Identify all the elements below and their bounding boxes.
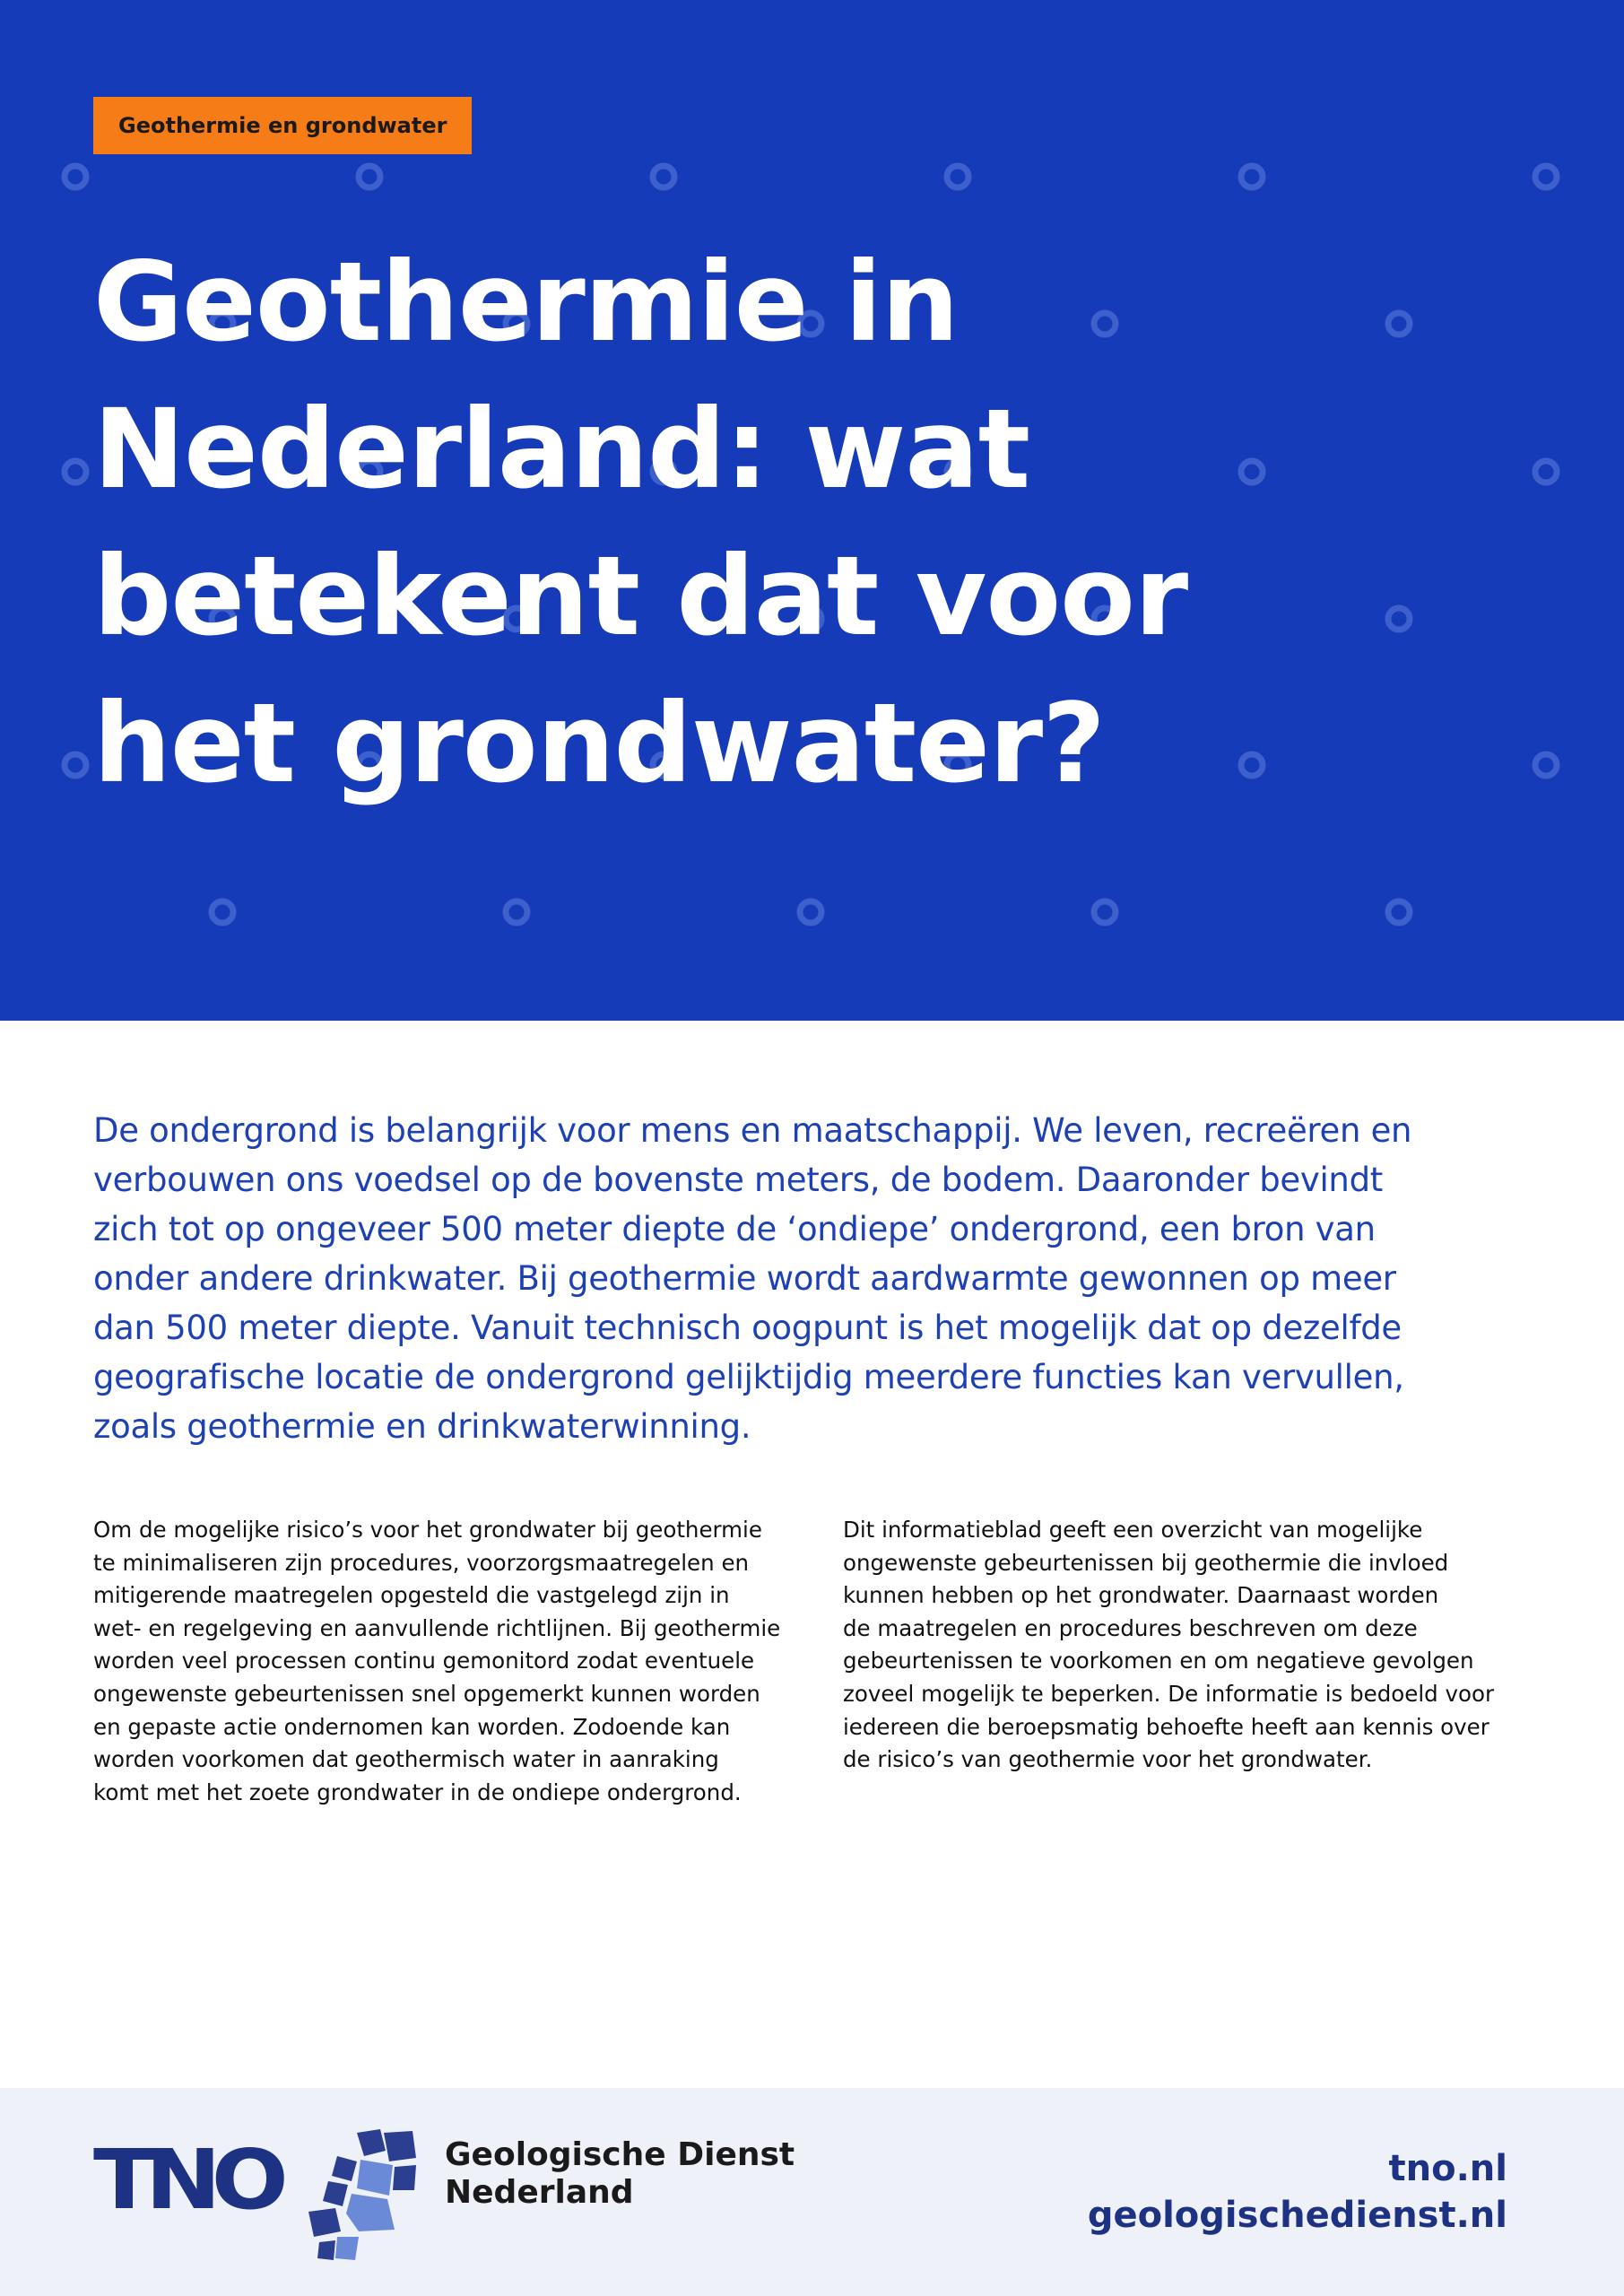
hero-banner [0,0,1624,1021]
body-left-column [93,1514,780,1809]
body-line: Om de mogelijke risico’s voor het grondwater bij geothermie [93,1517,762,1543]
pattern-ring [65,461,86,483]
intro-paragraph [93,1106,1546,1451]
intro-line: geografische locatie de ondergrond gelijktijdig meerdere functies kan vervullen, [93,1358,1404,1396]
intro-line: onder andere drinkwater. Bij geothermie wordt aardwarmte gewonnen op meer [93,1259,1396,1298]
title-line: Geothermie in [93,239,959,366]
body-right-column [843,1514,1494,1777]
tno-link[interactable]: tno.nl [1388,2148,1507,2189]
pattern-ring [65,166,86,187]
gdn-name-line: Geologische Dienst [445,2136,795,2173]
pattern-ring [1241,166,1263,187]
geologische-dienst-name [445,2136,795,2212]
body-line: ongewenste gebeurtenissen bij geothermie die invloed [843,1549,1449,1576]
intro-line: De ondergrond is belangrijk voor mens en maatschappij. We leven, recreëren en [93,1111,1412,1150]
pattern-ring [1388,608,1410,630]
geologische-dienst-link[interactable]: geologischedienst.nl [1087,2195,1507,2236]
body-line: iedereen die beroepsmatig behoefte heeft aan kennis over [843,1713,1489,1740]
pattern-ring [1388,901,1410,923]
tno-logo-text: TNO [93,2136,279,2217]
pattern-ring [212,901,233,923]
title-line: betekent dat voor [93,533,1188,660]
geologische-dienst-logo-mark [301,2126,427,2269]
body-line: de maatregelen en procedures beschreven om deze [843,1614,1418,1641]
tno-logo[interactable] [93,2136,291,2217]
title-line: Nederland: wat [93,386,1030,513]
pattern-ring [1535,166,1557,187]
body-line: kunnen hebben op het grondwater. Daarnaast worden [843,1582,1439,1609]
pattern-ring [653,166,674,187]
pattern-ring [947,166,968,187]
title-line: het grondwater? [93,680,1105,807]
intro-line: zoals geothermie en drinkwaterwinning. [93,1407,751,1446]
body-line: komt met het zoete grondwater in de ondiepe ondergrond. [93,1779,742,1805]
body-line: mitigerende maatregelen opgesteld die vastgelegd zijn in [93,1582,730,1609]
gdn-name-line: Nederland [445,2174,634,2211]
body-line: te minimaliseren zijn procedures, voorzorgsmaatregelen en [93,1549,750,1576]
pattern-ring [65,754,86,776]
body-line: zoveel mogelijk te beperken. De informatie is bedoeld voor [843,1680,1495,1707]
pattern-ring [1535,461,1557,483]
pattern-ring [359,166,380,187]
intro-line: zich tot op ongeveer 500 meter diepte de ‘ondiepe’ ondergrond, een bron van [93,1210,1376,1248]
intro-line: verbouwen ons voedsel op de bovenste meters, de bodem. Daaronder bevindt [93,1161,1383,1199]
body-line: worden voorkomen dat geothermisch water in aanraking [93,1746,719,1773]
body-line: gebeurtenissen te voorkomen en om negatieve gevolgen [843,1648,1474,1674]
pattern-ring [800,901,821,923]
body-line: ongewenste gebeurtenissen snel opgemerkt kunnen worden [93,1680,760,1707]
body-line: en gepaste actie ondernomen kan worden. Zodoende kan [93,1713,731,1740]
body-line: wet- en regelgeving en aanvullende richtlijnen. Bij geothermie [93,1614,781,1641]
page-title [93,229,1349,817]
pattern-ring [506,901,527,923]
footer-links [1088,2145,1507,2239]
category-tag: Geothermie en grondwater [93,97,472,154]
body-line: de risico’s van geothermie voor het grondwater. [843,1746,1373,1773]
pattern-ring [1535,754,1557,776]
intro-line: dan 500 meter diepte. Vanuit technisch oogpunt is het mogelijk dat op dezelfde [93,1309,1402,1347]
pattern-ring [1094,901,1116,923]
body-line: worden veel processen continu gemonitord zodat eventuele [93,1648,755,1674]
body-line: Dit informatieblad geeft een overzicht van mogelijke [843,1517,1423,1543]
pattern-ring [1388,313,1410,335]
